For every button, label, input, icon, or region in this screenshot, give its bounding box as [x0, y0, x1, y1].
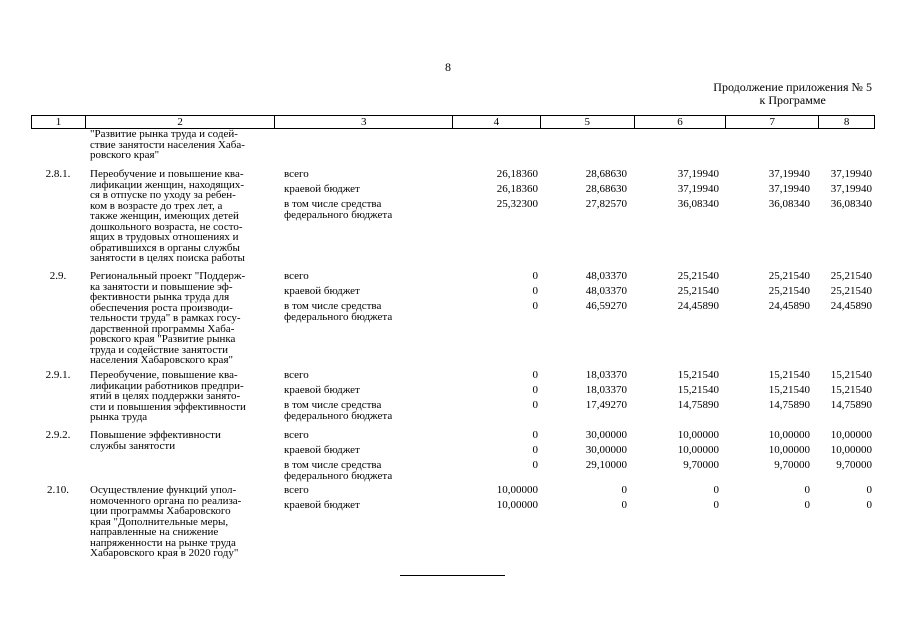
cell-value: 18,03370 [585, 369, 627, 381]
table-row [31, 271, 875, 370]
cell-value: 15,21540 [677, 384, 719, 396]
cell-value: 0 [532, 285, 538, 297]
cell-value: 37,19940 [830, 168, 872, 180]
cell-value: 10,00000 [496, 499, 538, 511]
item-number: 2.9. [49, 270, 67, 282]
cell-value: 25,21540 [768, 285, 810, 297]
subrow-label: краевой бюджет [284, 499, 360, 511]
header-col-1: 1 [32, 116, 86, 128]
subrow-label: всего [284, 270, 309, 282]
continuation-note [713, 81, 872, 107]
item-number: 2.9.1. [45, 369, 71, 381]
header-col-2: 2 [86, 116, 276, 128]
table-row [31, 430, 875, 485]
footnote-divider [400, 575, 505, 576]
cell-value: 9,70000 [683, 459, 719, 471]
subrow-label: краевой бюджет [284, 285, 360, 297]
table-row [31, 370, 875, 430]
subrow-label: краевой бюджет [284, 384, 360, 396]
header-col-8: 8 [843, 116, 850, 128]
table-row [31, 485, 875, 565]
cell-value: 0 [532, 300, 538, 312]
cell-value: 26,18360 [496, 168, 538, 180]
cell-value: 28,68630 [585, 168, 627, 180]
item-name: Региональный проект "Поддерж- ка занятости и повышение эф- фективности рынка труда для обеспечения роста производи- тельности труда" в рамках госу- дарственной программы Хаба- ровского края "Развитие рынка труда и содействие занятости населения Хабаровского края" [90, 270, 246, 366]
cell-value: 0 [621, 484, 627, 496]
cell-value: 0 [532, 429, 538, 441]
cell-value: 30,00000 [585, 444, 627, 456]
cell-value: 18,03370 [585, 384, 627, 396]
cell-value: 37,19940 [768, 168, 810, 180]
cell-value: 25,21540 [677, 270, 719, 282]
cell-value: 0 [621, 499, 627, 511]
cell-value: 9,70000 [774, 459, 810, 471]
page-number: 8 [445, 60, 451, 74]
cell-value: 10,00000 [830, 444, 872, 456]
table-row [31, 169, 875, 271]
item-name: Повышение эффективности службы занятости [90, 429, 221, 452]
cell-value: 10,00000 [677, 429, 719, 441]
table-body [31, 129, 875, 565]
header-col-6: 6 [635, 116, 727, 128]
cell-value: 48,03370 [585, 270, 627, 282]
cell-value: 25,21540 [830, 285, 872, 297]
cell-value: 36,08340 [768, 198, 810, 210]
cell-value: 0 [713, 484, 719, 496]
cell-value: 24,45890 [677, 300, 719, 312]
cell-value: 10,00000 [768, 429, 810, 441]
cell-value: 14,75890 [768, 399, 810, 411]
cell-value: 0 [532, 369, 538, 381]
cell-value: 37,19940 [677, 183, 719, 195]
cell-value: 10,00000 [677, 444, 719, 456]
subrow-label: в том числе средства федерального бюджета [284, 198, 393, 221]
cell-value: 46,59270 [585, 300, 627, 312]
item-number: 2.9.2. [45, 429, 71, 441]
cell-value: 9,70000 [836, 459, 872, 471]
cell-value: 0 [866, 499, 872, 511]
cell-value: 10,00000 [768, 444, 810, 456]
cell-value: 30,00000 [585, 429, 627, 441]
header-col-5: 5 [541, 116, 635, 128]
header-col-4: 4 [453, 116, 541, 128]
subrow-label: в том числе средства федерального бюджета [284, 300, 393, 323]
cell-value: 25,32300 [496, 198, 538, 210]
cell-value: 0 [532, 384, 538, 396]
subrow-label: всего [284, 369, 309, 381]
item-name: Переобучение, повышение ква- лификации работников предпри- ятий в целях поддержки занято- сти и повышения эффективности рынка труда [90, 369, 246, 423]
cell-value: 0 [866, 484, 872, 496]
subrow-label: всего [284, 484, 309, 496]
cell-value: 48,03370 [585, 285, 627, 297]
cell-value: 37,19940 [768, 183, 810, 195]
cell-value: 14,75890 [830, 399, 872, 411]
subrow-label: краевой бюджет [284, 183, 360, 195]
table-header [31, 115, 875, 129]
cell-value: 0 [532, 444, 538, 456]
item-name: Осуществление функций упол- номоченного органа по реализа- ции программы Хабаровского края "Дополнительные меры, направленные на снижение напряженности на рынке труда Хабаровского края в 2020 году" [90, 484, 242, 559]
cell-value: 17,49270 [585, 399, 627, 411]
item-number: 2.8.1. [45, 168, 71, 180]
cell-value: 37,19940 [677, 168, 719, 180]
subrow-label: в том числе средства федерального бюджета [284, 459, 393, 482]
cell-value: 15,21540 [830, 384, 872, 396]
header-col-7: 7 [726, 116, 819, 128]
cell-value: 24,45890 [768, 300, 810, 312]
item-number: 2.10. [47, 484, 69, 496]
cell-value: 0 [532, 399, 538, 411]
cell-value: 14,75890 [677, 399, 719, 411]
cell-value: 36,08340 [830, 198, 872, 210]
continuation-line-2: к Программе [759, 93, 826, 107]
subrow-label: краевой бюджет [284, 444, 360, 456]
cell-value: 10,00000 [496, 484, 538, 496]
cell-value: 10,00000 [830, 429, 872, 441]
cell-value: 37,19940 [830, 183, 872, 195]
cell-value: 0 [804, 499, 810, 511]
cell-value: 0 [532, 270, 538, 282]
cell-value: 25,21540 [677, 285, 719, 297]
cell-value: 26,18360 [496, 183, 538, 195]
cell-value: 0 [804, 484, 810, 496]
cell-value: 27,82570 [585, 198, 627, 210]
item-name: Переобучение и повышение ква- лификации женщин, находящих- ся в отпуске по уходу за ребен- ком в возрасте до трех лет, а также женщин, имеющих детей дошкольного возраста, не состо- ящих в трудовых отношениях и обратившихся в органы службы занятости в целях поиска работы [90, 168, 245, 264]
cell-value: 15,21540 [677, 369, 719, 381]
subrow-label: всего [284, 168, 309, 180]
cell-value: 15,21540 [768, 384, 810, 396]
cell-value: 15,21540 [830, 369, 872, 381]
cell-value: 25,21540 [768, 270, 810, 282]
continuation-line-1: Продолжение приложения № 5 [713, 80, 872, 94]
header-col-3: 3 [275, 116, 453, 128]
subrow-label: всего [284, 429, 309, 441]
cell-value: 29,10000 [585, 459, 627, 471]
cell-value: 36,08340 [677, 198, 719, 210]
cell-value: 15,21540 [768, 369, 810, 381]
cell-value: 0 [713, 499, 719, 511]
cell-value: 25,21540 [830, 270, 872, 282]
prev-section-tail: "Развитие рынка труда и содей- ствие занятости населения Хаба- ровского края" [90, 128, 245, 161]
prev-section-row [31, 129, 875, 169]
cell-value: 28,68630 [585, 183, 627, 195]
cell-value: 24,45890 [830, 300, 872, 312]
cell-value: 0 [532, 459, 538, 471]
subrow-label: в том числе средства федерального бюджета [284, 399, 393, 422]
